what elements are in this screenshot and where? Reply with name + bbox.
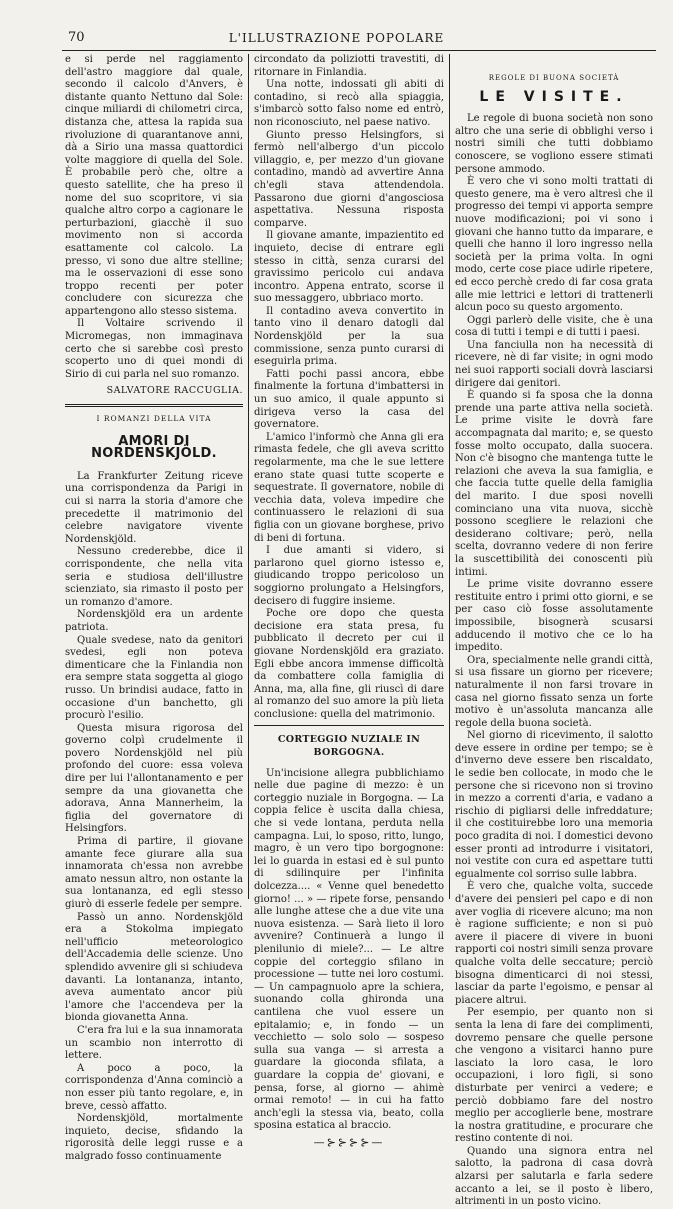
article-paragraph: Prima di partire, il giovane amante fece giurare alla sua innamorata ch'essa non avrebbe amato nessun altro, non ostante la sua lontananza, ed egli stesso giurò di esserle fedele per sempre. (65, 836, 243, 910)
article-paragraph: Oggi parlerò delle visite, che è una cosa di tutti i tempi e di tutti i paesi. (455, 314, 653, 339)
article-paragraph: È vero che, qualche volta, succede d'avere dei pensieri pel capo e di non aver voglia di ricevere alcuno; ma non è ragione sufficiente; e non si può avere il piacere di vivere in buoni rapporti coi nostri simili senza provare qualche volta delle seccature; perciò bisogna dimenticarci di noi stessi, lasciar da parte l'egoismo, e pensar al piacere altrui. (455, 881, 653, 1006)
article-paragraph: Nordenskjöld era un ardente patriota. (65, 609, 243, 633)
article-paragraph: Poche ore dopo che questa decisione era stata presa, fu pubblicato il decreto per cui il giovane Nordenskjöld era graziato. Egli ebbe ancora immense difficoltà da combattere colla famiglia di Anna, ma, alla fine, gli riuscì di dare al romanzo del suo amore la più lieta conclusione: quella del matrimonio. (254, 608, 444, 720)
article-paragraph: Questa misura rigorosa del governo colpì crudelmente il povero Nordenskjöld nel più profondo del cuore: essa voleva dire per lui l'allontanamento e per sempre da una giovanetta che adorava, Anna Mannerheim, la figlia del governatore di Helsingfors. (65, 722, 243, 835)
author-signature: SALVATORE RACCUGLIA. (106, 385, 243, 397)
article-paragraph: Una notte, indossati gli abiti di contadino, si recò alla spiaggia, s'imbarcò sotto falso nome ed entrò, non riconosciuto, nel paese nativo. (254, 79, 444, 128)
section-separator (65, 404, 243, 407)
middle-column (254, 54, 444, 1149)
article-paragraph: Una fanciulla non ha necessità di ricevere, nè di far visite; in ogni modo nei suoi rapporti sociali dovrà lasciarsi dirigere dai genitori. (455, 339, 653, 389)
article-paragraph: Nel giorno di ricevimento, il salotto deve essere in ordine per tempo; se è d'inverno deve essere ben riscaldato, le sedie ben collocate, in modo che le persone che si ricevono non si trovino in mezzo a correnti d'aria, e vadano a rischio di pigliarsi delle infreddature; il che costituirebbe loro una memoria poco gradita di noi. I domestici devono esser pronti ad introdurre i visitatori, noi vestite con cura ed aspettare tutti egualmente col sorriso sulle labbra. (455, 730, 653, 880)
article-paragraph: Quale svedese, nato da genitori svedesi, egli non poteva dimenticare che la Finlandia non era sempre stata soggetta al giogo russo. Un brindisi audace, fatto in occasione d'un banchetto, gli procurò l'esilio. (65, 634, 243, 722)
article-paragraph: Le regole di buona società non sono altro che una serie di obblighi verso i nostri simili che tutti dobbiamo conoscere, se vogliono essere stimati persone ammodo. (455, 113, 653, 175)
article-title: AMORI DI NORDENSKJÖLD. (91, 433, 217, 462)
column-divider-left (248, 54, 249, 899)
article-paragraph: Fatti pochi passi ancora, ebbe finalmente la fortuna d'imbattersi in un suo amico, il quale appunto si dirigeva verso la casa del governatore. (254, 368, 444, 431)
section-rubric: I ROMANZI DELLA VITA (96, 414, 212, 424)
section-rubric: REGOLE DI BUONA SOCIETÀ (488, 74, 620, 82)
article-paragraph: C'era fra lui e la sua innamorata un scambio non interrotto di lettere. (65, 1024, 243, 1062)
sirio-paragraph-1: e si perde nel raggiamento dell'astro maggiore dal quale, secondo il calcolo d'Anvers, è distante quanto Nettuno dal Sole: cinque miliardi di chilometri circa, distanza che, attesa la rapida sua rivoluzione di quarantanove anni, dà a Sirio una massa quattordici volte maggiore di quella del Sole. È probabile però che, oltre a questo satellite, che ha preso il nome del suo scopritore, vi sia qualche altro corpo a cagionare le perturbazioni, giacchè il suo movimento non si accorda esattamente col calcolo. La presso, vi sono due altre stelline; ma le osservazioni di esse sono troppo recenti per poter concludere con sicurezza che appartengono allo stesso sistema. (65, 54, 243, 317)
article-paragraph: Passò un anno. Nordenskjöld era a Stokolma impiegato nell'ufficio meteorologico dell'Accademia delle scienze. Uno splendido avvenire gli si schiudeva davanti. La lontananza, intanto, aveva aumentato ancor più l'amore che l'accendeva per la bionda giovanetta Anna. (65, 911, 243, 1024)
article-paragraph: È vero che vi sono molti trattati di questo genere, ma è vero altresì che il progresso dei tempi vi apporta sempre nuove modificazioni; poi vi sono i giovani che hanno tutto da imparare, e quelli che hanno il loro ingresso nella società per la prima volta. In ogni modo, certe cose piace udirle ripetere, ed ecco perchè credo di far cosa grata alle mie lettrici e lettori di trattenerli alcun poco su questo argomento. (455, 176, 653, 314)
article-paragraph: Quando una signora entra nel salotto, la padrona di casa dovrà alzarsi per salutarla e farla sedere accanto a lei, se il posto è libero, altrimenti in un posto vicino. (455, 1145, 653, 1208)
article-paragraph: La Frankfurter Zeitung riceve una corrispondenza da Parigi in cui si narra la storia d'amore che precedette il matrimonio del celebre navigatore vivente Nordenskjöld. (65, 470, 243, 545)
article-paragraph: È quando si fa sposa che la donna prende una parte attiva nella società. Le prime visite le dovrà fare accompagnata dal marito; e, se questo fosse molto occupato, dalla suocera. Non c'è bisogno che mantenga tutte le relazioni che aveva la sua famiglia, e che faccia tutte quelle della famiglia del marito. I due sposi novelli cominciano una vita nuova, sicchè possono scegliere le relazioni che desiderano coltivare; però, nella scelta, dovranno vedere di non ferire la suscettibilità dei conoscenti più intimi. (455, 390, 653, 578)
header-rule (62, 50, 656, 51)
article-paragraph: I due amanti si videro, si parlarono quel giorno istesso e, giudicando troppo pericoloso un soggiorno prolungato a Helsingfors, decisero di fuggire insieme. (254, 545, 444, 607)
article-paragraph: Nordenskjöld, mortalmente inquieto, decise, sfidando la rigorosità delle leggi russe e a malgrado fosso continuamente (65, 1113, 243, 1162)
article-paragraph: Giunto presso Helsingfors, si fermò nell'albergo d'un piccolo villaggio, e, per mezzo d'un giovane contadino, mandò ad avvertire Anna ch'egli stava attendendola. Passarono due giorni d'angosciosa aspettativa. Nessuna risposta comparve. (254, 129, 444, 229)
sirio-paragraph-2: Il Voltaire scrivendo il Micromegas, non immaginava certo che si sarebbe così presto scoperto uno di quei mondi di Sirio di cui parla nel suo romanzo. (65, 318, 243, 380)
section-separator (254, 725, 444, 726)
article-paragraph: A poco a poco, la corrispondenza d'Anna cominciò a non esser più tanto regolare, e, in breve, cessò affatto. (65, 1062, 243, 1112)
column-divider-right (449, 54, 450, 899)
article-paragraph: Il contadino aveva convertito in tanto vino il denaro datogli dal Nordenskjöld per la sua commissione, senza punto curarsi di eseguirla prima. (254, 305, 444, 368)
left-column (65, 54, 243, 1162)
article-paragraph: Per esempio, per quanto non si senta la lena di fare dei complimenti, dovremo pensare che quelle persone che vengono a visitarci hanno pure lasciato la loro casa, le loro occupazioni, i loro figli, si sono disturbate per venirci a vedere; e perciò dobbiamo fare del nostro meglio per accoglierle bene, mostrare la nostra gratitudine, e procurare che restino contente di noi. (455, 1007, 653, 1145)
ornament-divider: —⊱⊱⊱⊱— (313, 1135, 385, 1149)
article-paragraph: Ora, specialmente nelle grandi città, si usa fissare un giorno per ricevere; naturalmente il non farsi trovare in casa nel giorno fissato senza un forte motivo è un'assoluta mancanza alle regole della buona società. (455, 654, 653, 729)
article-paragraph: L'amico l'informò che Anna gli era rimasta fedele, che gli aveva scritto regolarmente, ma che le sue lettere erano state quasi tutte scoperte e sequestrate. Il governatore, nobile di vecchia data, voleva impedire che continuassero le relazioni di sua figlia con un giovane borghese, privo di beni di fortuna. (254, 431, 444, 544)
article-title: LE VISITE. (479, 88, 629, 105)
article-paragraph: Un'incisione allegra pubblichiamo nelle due pagine di mezzo: è un corteggio nuziale in Borgogna. — La coppia felice è uscita dalla chiesa, che si vede lontana, perduta nella campagna. Lui, lo sposo, ritto, lungo, magro, è un vero tipo borgognone: lei lo guarda in estasi ed è sul punto di sdilinquire per l'infinita dolcezza.... « Venne quel benedetto giorno! ... » — ripete forse, pensando alle lunghe attese che a due vite una nuova esistenza. — Sarà lieto il loro avvenire? Continuerà a lungo il plenilunio di miele?... — Le altre coppie del corteggio sfilano in processione — tutte nei loro costumi. — Un campagnuolo apre la schiera, suonando colla ghironda una cantilena che vuol essere un epitalamio; e, in fondo — un vecchietto — solo solo — sospeso sulla sua vanga — si arresta a guardare la gioconda sfilata, a guardare la coppia de' giovani, e pensa, forse, al giorno — ahimè ormai remoto! — in cui ha fatto anch'egli la stessa via, beato, colla sposina estatica al braccio. (254, 767, 444, 1132)
journal-title: L'ILLUSTRAZIONE POPOLARE (228, 31, 445, 45)
article-title: CORTEGGIO NUZIALE IN BORGOGNA. (277, 734, 421, 759)
page-number: 70 (68, 30, 85, 45)
right-column (455, 54, 653, 1208)
page-header (0, 30, 673, 50)
article-paragraph: circondato da poliziotti travestiti, di ritornare in Finlandia. (254, 54, 444, 78)
article-paragraph: Nessuno crederebbe, dice il corrispondente, che nella vita seria e studiosa dell'illustre scienziato, sia rimasto il posto per un romanzo d'amore. (65, 546, 243, 608)
article-paragraph: Il giovane amante, impazientito ed inquieto, decise di entrare egli stesso in città, senza curarsi del gravissimo pericolo cui andava incontro. Appena entrato, scorse il suo messaggero, ubbriaco morto. (254, 230, 444, 305)
article-paragraph: Le prime visite dovranno essere restituite entro i primi otto giorni, e se per caso ciò fosse assolutamente impossibile, bisognerà scusarsi adducendo il motivo che ce lo ha impedito. (455, 579, 653, 654)
